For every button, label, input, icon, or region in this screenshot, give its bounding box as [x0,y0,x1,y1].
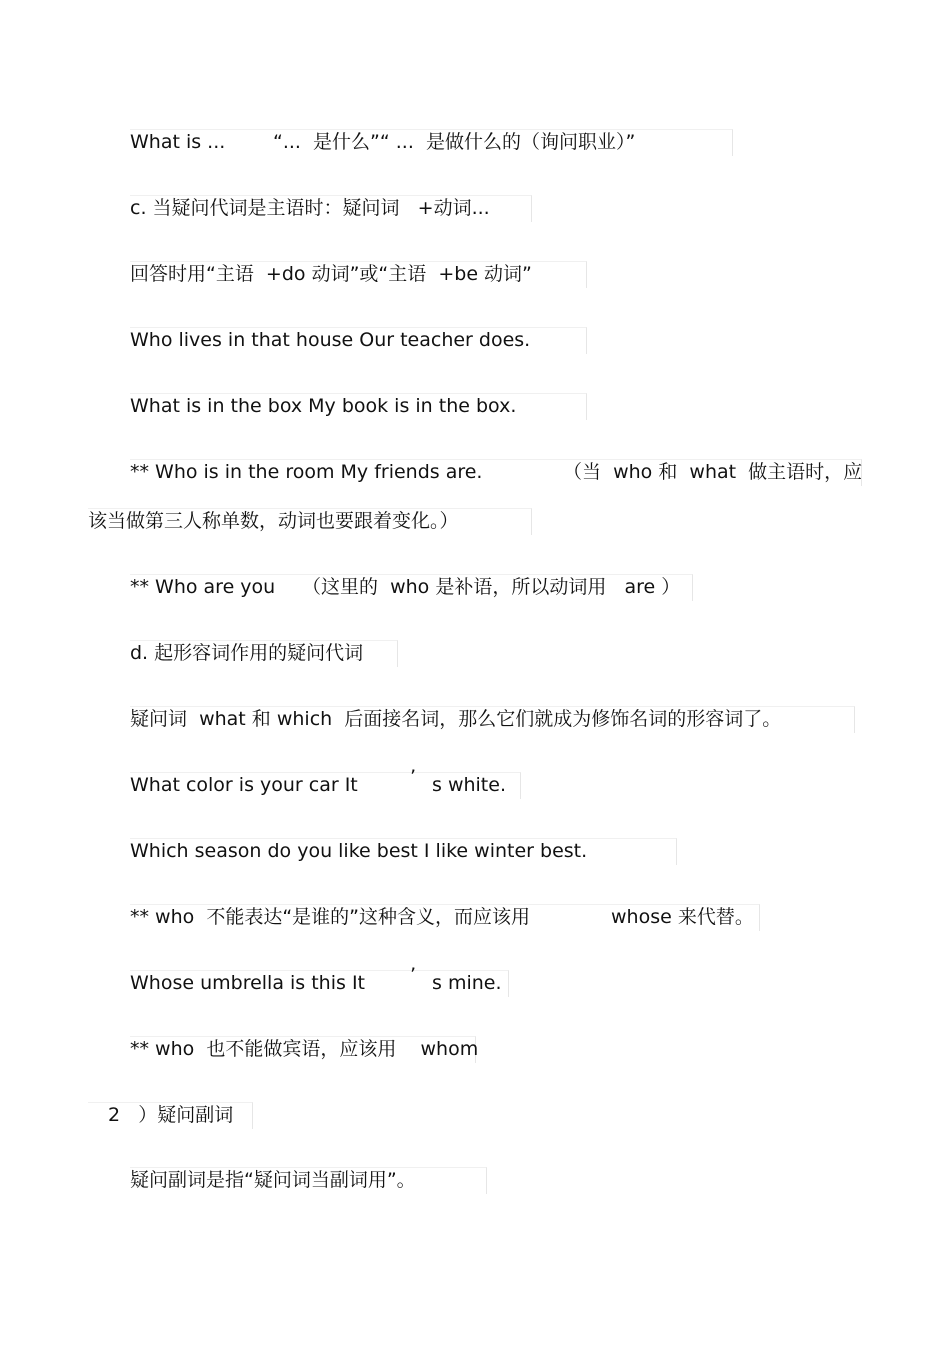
text-line: What is ... [130,131,226,153]
apostrophe: ’ [410,766,417,788]
text-line: 疑问副词是指“疑问词当副词用”。 [130,1169,416,1191]
example-sentence: Who lives in that house Our teacher does. [130,329,531,351]
note-text: （当 who 和 what 做主语时，应 [563,461,863,483]
example-sentence: ** Who is in the room My friends are. [130,461,483,483]
example-sentence: What is in the box My book is in the box. [130,395,517,417]
text-line-meaning: “... 是什么”“ ... 是做什么的（询问职业）” [273,131,636,153]
text-line: 该当做第三人称单数，动词也要跟着变化。） [88,510,459,532]
text-line: c. 当疑问代词是主语时：疑问词 +动词... [130,197,490,219]
example-sentence: Which season do you like best I like winter best. [130,840,588,862]
example-sentence: ** Who are you [130,576,276,598]
text-line: 疑问词 what 和 which 后面接名词，那么它们就成为修饰名词的形容词了。 [130,708,782,730]
example-sentence: What color is your car It [130,774,358,796]
note-text: ** who 不能表达“是谁的”这种含义，而应该用 [130,906,531,928]
text-line: 回答时用“主语 +do 动词”或“主语 +be 动词” [130,263,532,285]
note-text: ** who 也不能做宾语，应该用 whom [130,1038,479,1060]
apostrophe: ’ [410,964,417,986]
example-sentence: Whose umbrella is this It [130,972,365,994]
section-heading: 2 ）疑问副词 [108,1104,234,1126]
example-sentence-end: s mine. [432,972,502,994]
note-text: （这里的 who 是补语，所以动词用 are ） [302,576,681,598]
example-sentence-end: s white. [432,774,506,796]
note-text-end: whose 来代替。 [611,906,754,928]
section-heading: d. 起形容词作用的疑问代词 [130,642,364,664]
